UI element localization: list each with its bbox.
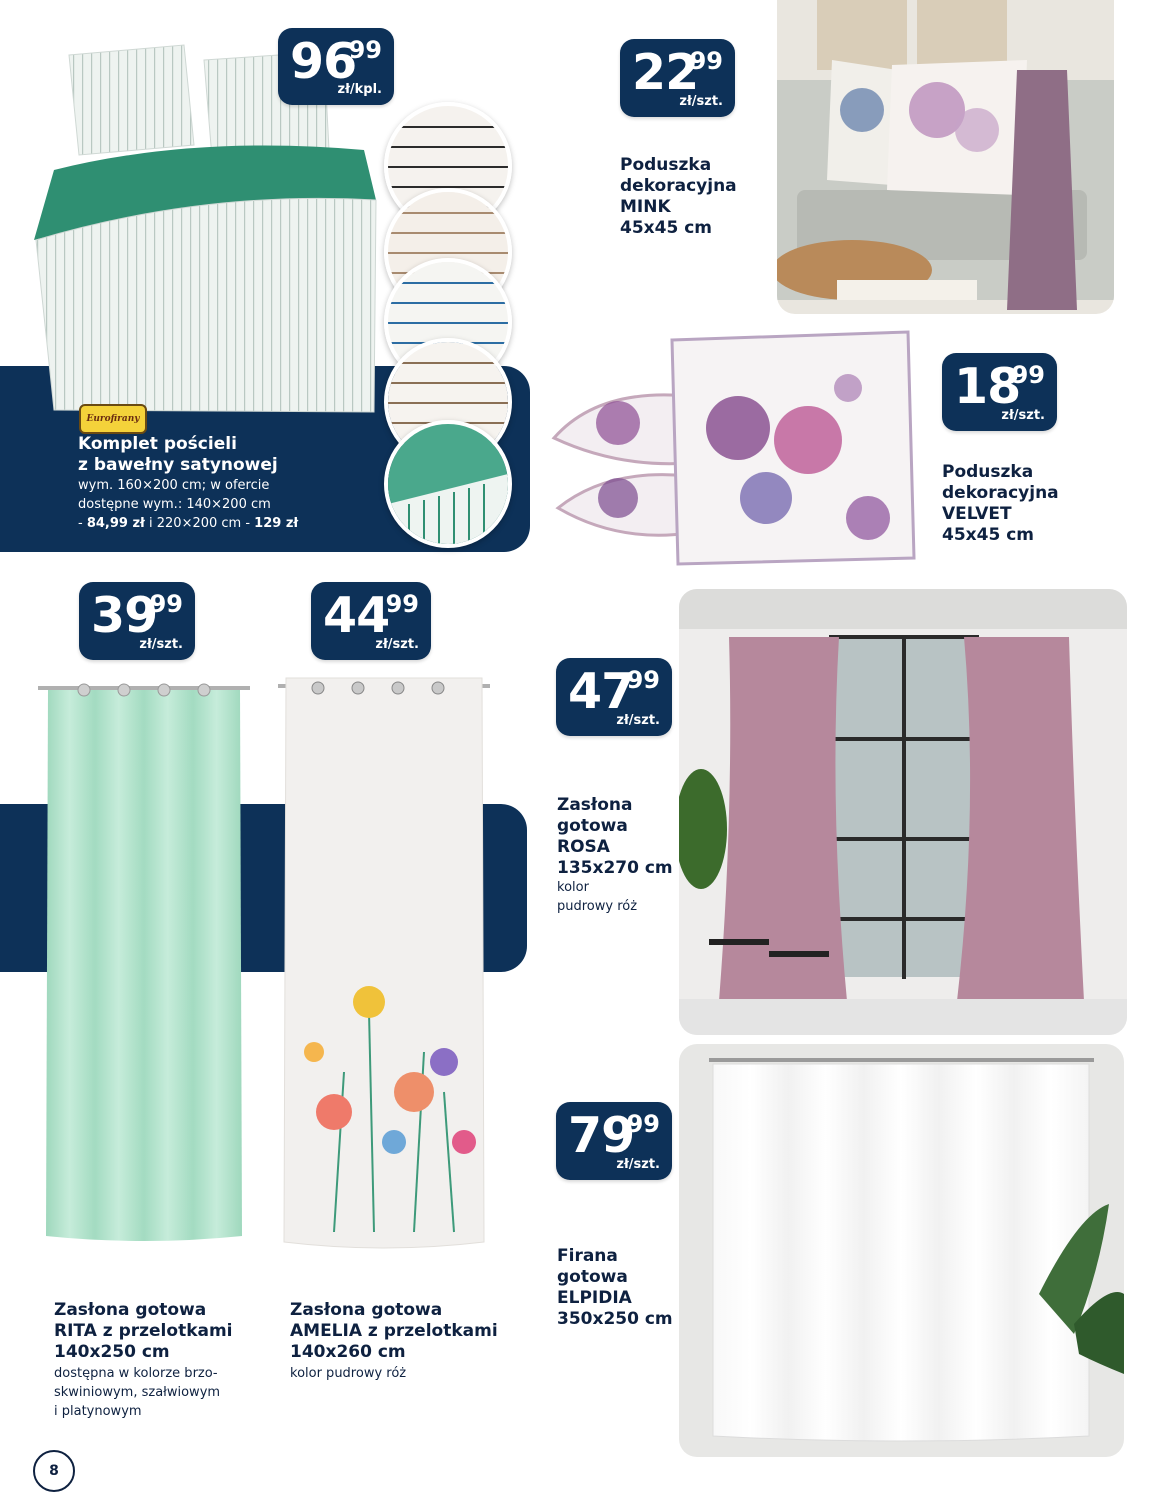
rosa-room-photo (679, 589, 1127, 1035)
price-decimal: 99 (626, 1110, 660, 1138)
price-tag-elpidia (556, 1102, 672, 1180)
price-tag-rosa (556, 658, 672, 736)
price-unit: zł/kpl. (337, 82, 382, 97)
price-tag-rita (79, 582, 195, 660)
product-name-rita: Zasłona gotowa RITA z przelotkami 140x250 cm (54, 1300, 233, 1362)
price-integer: 96 (290, 33, 357, 90)
amelia-curtain-image (274, 672, 494, 1254)
product-name-elpidia: Firana gotowa ELPIDIA 350x250 cm (557, 1246, 673, 1329)
price-unit: zł/szt. (679, 94, 723, 109)
rita-curtain-image (34, 676, 254, 1268)
product-desc-rita: dostępna w kolorze brzo- skwiniowym, szałwiowym i platynowym (54, 1366, 221, 1419)
price-integer: 18 (954, 358, 1021, 415)
price-unit: zł/szt. (1001, 408, 1045, 423)
price-integer: 47 (568, 663, 635, 720)
price-unit: zł/szt. (139, 637, 183, 652)
price-integer: 79 (568, 1107, 635, 1164)
price-decimal: 99 (689, 47, 723, 75)
velvet-pillows-image (548, 328, 918, 568)
product-desc-rosa: kolor pudrowy róż (557, 880, 638, 914)
price-tag-velvet (942, 353, 1057, 431)
swatch-green-stripe (384, 420, 512, 548)
price-unit: zł/szt. (616, 713, 660, 728)
price-unit: zł/szt. (616, 1157, 660, 1172)
price-integer: 22 (632, 44, 699, 101)
price-tag-mink (620, 39, 735, 117)
product-name-rosa: Zasłona gotowa ROSA 135x270 cm (557, 795, 673, 878)
product-desc-bedding: wym. 160×200 cm; w ofercie dostępne wym.: 140×200 cm - 84,99 zł i 220×200 cm - 129 zł (78, 478, 299, 531)
price-integer: 39 (91, 587, 158, 644)
price-tag-bedding (278, 28, 394, 105)
price-decimal: 99 (385, 590, 419, 618)
mink-room-photo (777, 0, 1114, 314)
elpidia-room-photo (679, 1044, 1124, 1457)
product-name-bedding: Komplet pościeli z bawełny satynowej (78, 434, 278, 475)
product-desc-amelia: kolor pudrowy róż (290, 1366, 407, 1381)
product-name-velvet: Poduszka dekoracyjna VELVET 45x45 cm (942, 462, 1059, 545)
price-unit: zł/szt. (375, 637, 419, 652)
price-integer: 44 (323, 587, 390, 644)
price-decimal: 99 (149, 590, 183, 618)
price-decimal: 99 (1011, 361, 1045, 389)
brand-logo: Eurofirany (79, 404, 147, 434)
price-decimal: 99 (348, 36, 382, 64)
product-name-amelia: Zasłona gotowa AMELIA z przelotkami 140x260 cm (290, 1300, 498, 1362)
product-name-mink: Poduszka dekoracyjna MINK 45x45 cm (620, 155, 737, 238)
price-decimal: 99 (626, 666, 660, 694)
price-tag-amelia (311, 582, 431, 660)
page-number: 8 (33, 1450, 75, 1492)
